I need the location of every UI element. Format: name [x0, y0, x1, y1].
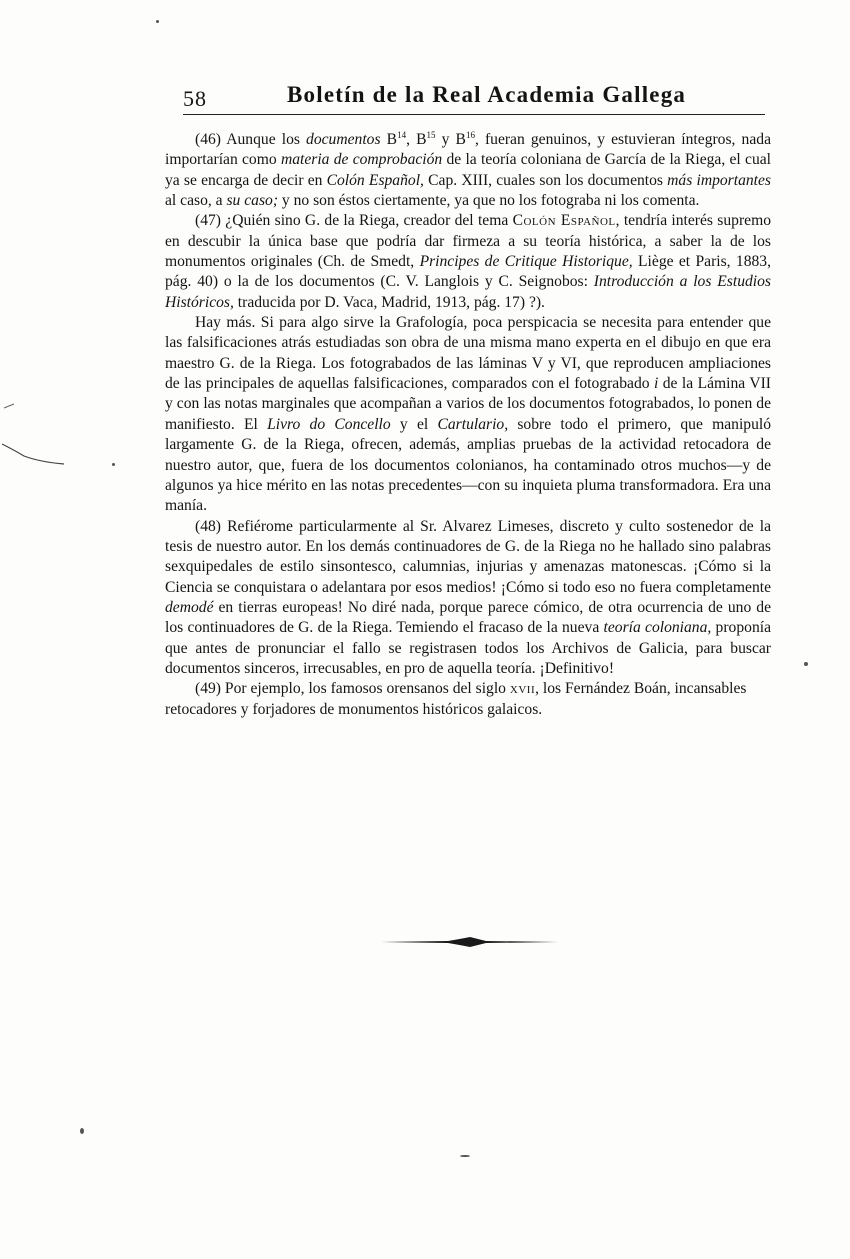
note-number: (48) — [195, 517, 221, 535]
speck — [156, 20, 159, 23]
note-48: (48) Refiérome particularmente al Sr. Alvarez Limeses, discreto y culto sostenedor de la tesis de nuestro autor. En los demás continuadores de G. de la Riega no he hallado sino palabras sexquipedales de estilo sinsontesco, calumnias, injurias y amenazas matonescas. ¡Cómo si la Ciencia se conquistara o adelantara por esos medios! ¡Cómo si todo eso no fuera completamente demodé en tierras europeas! No diré nada, porque parece cómico, de otra ocurrencia de uno de los continuadores de G. de la Riega. Temiendo el fracaso de la nueva teoría coloniana, proponía que antes de pronunciar el fallo se registrasen todos los Archivos de Galicia, para buscar documentos sinceros, irrecusables, en pro de aquella teoría. ¡Definitivo! — [165, 517, 771, 677]
note-47: (47) ¿Quién sino G. de la Riega, creador del tema Colón Español, tendría interés supremo en descubir la única base que podría dar firmeza a su teoría histórica, a saber la de los monumentos originales (Ch. de Smedt, Principes de Critique Historique, Liège et Paris, 1883, pág. 40) o la de los documentos (C. V. Langlois y C. Seignobos: Introducción a los Estudios Históricos, traducida por D. Vaca, Madrid, 1913, pág. 17) ?). — [165, 212, 772, 311]
speck — [804, 662, 808, 666]
note-49: (49) Por ejemplo, los famosos orensanos del siglo xvii, los Fernández Boán, incansables retocadores y forjadores de monumentos históricos galaicos. — [165, 680, 747, 718]
notes-body — [165, 130, 771, 720]
header-rule — [183, 114, 765, 115]
speck — [460, 1155, 470, 1157]
speck — [112, 463, 115, 466]
page-header — [183, 80, 765, 116]
speck — [80, 1128, 84, 1134]
note-number: (46) — [195, 131, 221, 148]
note-46: (46) Aunque los documentos $B^{14}$, $B^{15}$ y $B^{16}$, fueran genuinos, y estuvieran íntegros, nada importarían como materia de comprobación de la teoría coloniana de García de la Riega, el cual ya se encarga de decir en Colón Español, Cap. XIII, cuales son los documentos más importantes al caso, a su caso; y no son éstos ciertamente, ya que no los fotograba ni los comenta. — [165, 130, 772, 210]
paragraph-hay-mas: Hay más. Si para algo sirve la Grafología, poca perspicacia se necesita para entender que las falsificaciones atrás estudiadas son obra de una misma mano experta en el dibujo en que era maestro G. de la Riega. Los fotograbados de las láminas V y VI, que reproducen ampliaciones de las principales de aquellas falsificaciones, comparados con el fotograbado i de la Lámina VII y con las notas marginales que acompañan a varios de los documentos fotograbados, lo ponen de manifiesto. El Livro do Concello y el Cartulario, sobre todo el primero, que manipuló largamente G. de la Riega, ofrecen, además, amplias pruebas de la actividad retocadora de nuestro autor, que, fuera de los documentos colonianos, ha contaminado otros muchos—y de algunos ya hice mérito en las notas precedentes—con su inquieta pluma transformadora. Era una manía. — [165, 314, 772, 515]
note-number: (49) — [195, 680, 221, 698]
end-ornament — [378, 930, 560, 954]
page-number: 58 — [183, 86, 207, 111]
margin-pencil-mark — [0, 400, 70, 480]
note-number: (47) — [195, 212, 221, 230]
running-title: Boletín de la Real Academia Gallega — [287, 82, 687, 107]
